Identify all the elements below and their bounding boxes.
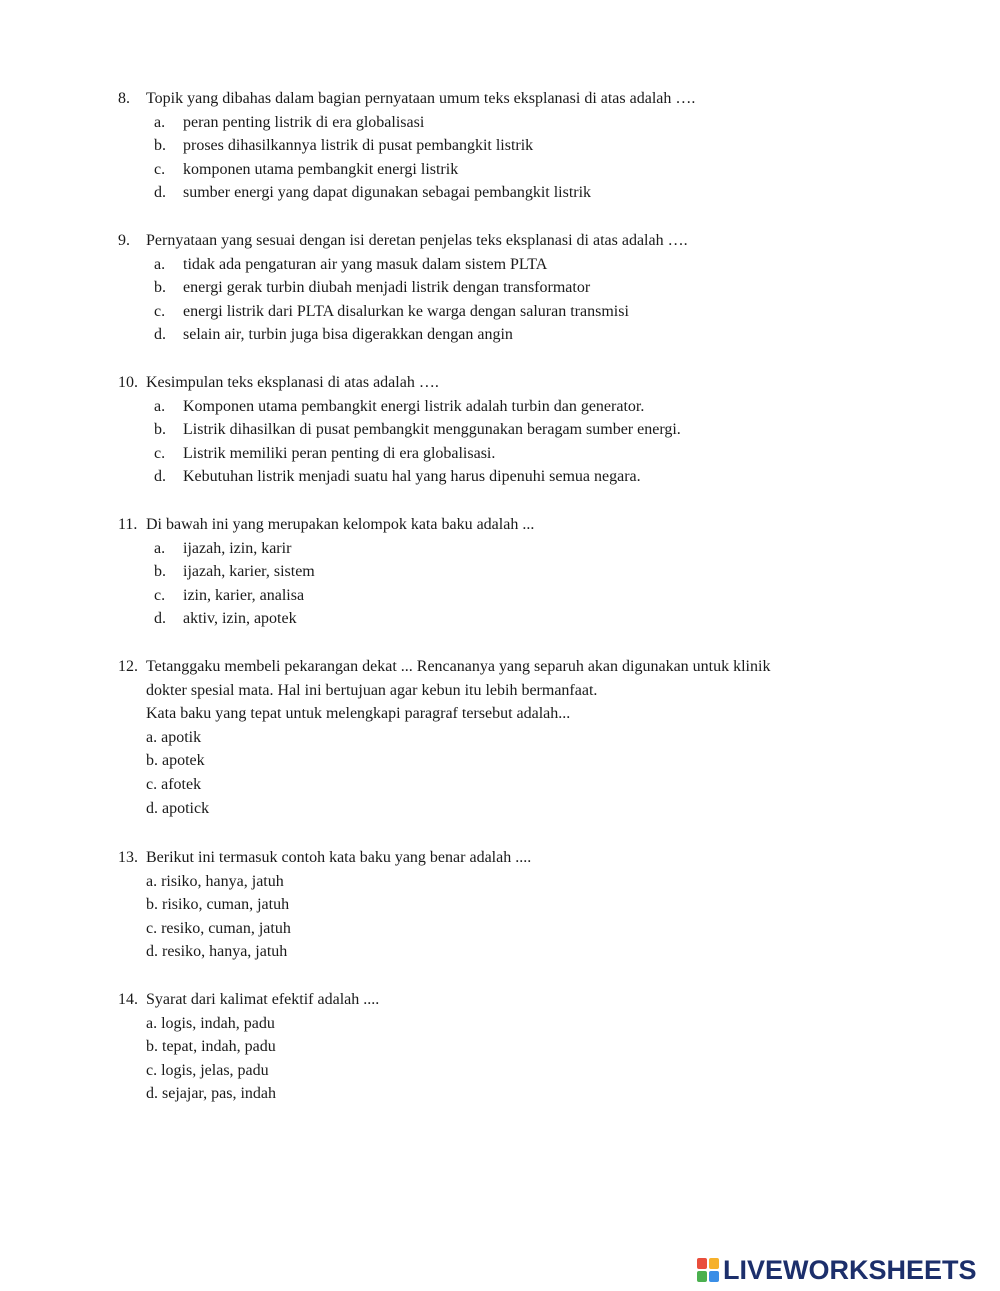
question-stem [118, 846, 878, 870]
option-letter: a. [154, 539, 166, 557]
question-number: 13. [118, 849, 138, 866]
option-letter: d. [154, 326, 166, 344]
question-text: Pernyataan yang sesuai dengan isi deretan penjelas teks eksplanasi di atas adalah …. [146, 232, 688, 249]
option-letter: d. [154, 184, 166, 202]
option-c[interactable] [118, 442, 878, 466]
option-d[interactable] [118, 607, 878, 631]
question-text: Di bawah ini yang merupakan kelompok kata baku adalah ... [146, 516, 535, 533]
option-text: Listrik dihasilkan di pusat pembangkit menggunakan beragam sumber energi. [183, 421, 681, 439]
question-13 [118, 846, 878, 964]
option-letter: d. [154, 468, 166, 486]
option-text: tidak ada pengaturan air yang masuk dalam sistem PLTA [183, 255, 548, 273]
option-text: peran penting listrik di era globalisasi [183, 113, 425, 131]
option-b[interactable]: b. apotek [146, 752, 205, 770]
question-number: 10. [118, 374, 138, 391]
question-8 [118, 87, 878, 205]
option-d[interactable] [118, 181, 878, 205]
option-text: selain air, turbin juga bisa digerakkan dengan angin [183, 326, 513, 344]
option-text: izin, karier, analisa [183, 586, 305, 604]
option-text: energi listrik dari PLTA disalurkan ke warga dengan saluran transmisi [183, 302, 629, 320]
option-d[interactable]: d. apotick [146, 799, 210, 817]
option-b[interactable] [118, 276, 878, 300]
question-stem [118, 87, 878, 111]
question-11 [118, 513, 878, 631]
option-letter: d. [154, 610, 166, 628]
question-10 [118, 371, 878, 489]
question-stem [118, 513, 878, 537]
option-b[interactable]: b. risiko, cuman, jatuh [146, 896, 290, 914]
option-a[interactable] [118, 537, 878, 561]
option-letter: c. [154, 586, 166, 604]
question-text: Syarat dari kalimat efektif adalah .... [146, 991, 380, 1008]
question-stem [118, 655, 878, 679]
option-letter: b. [154, 137, 166, 155]
question-stem [118, 229, 878, 253]
option-letter: c. [154, 444, 166, 462]
question-number: 8. [118, 90, 130, 107]
liveworksheets-logo[interactable] [697, 1255, 977, 1285]
option-text: ijazah, karier, sistem [183, 563, 315, 581]
option-a[interactable] [118, 395, 878, 419]
option-a[interactable] [118, 111, 878, 135]
option-text: energi gerak turbin diubah menjadi listrik dengan transformator [183, 279, 591, 297]
question-continuation: Kata baku yang tepat untuk melengkapi paragraf tersebut adalah... [146, 705, 571, 723]
option-c[interactable]: c. resiko, cuman, jatuh [146, 919, 291, 937]
question-continuation: dokter spesial mata. Hal ini bertujuan agar kebun itu lebih bermanfaat. [146, 681, 598, 699]
option-d[interactable] [118, 465, 878, 489]
option-a[interactable]: a. logis, indah, padu [146, 1014, 275, 1032]
option-letter: b. [154, 421, 166, 439]
option-d[interactable]: d. resiko, hanya, jatuh [146, 943, 288, 961]
option-text: Kebutuhan listrik menjadi suatu hal yang harus dipenuhi semua negara. [183, 468, 641, 486]
option-letter: a. [154, 255, 166, 273]
option-letter: b. [154, 279, 166, 297]
option-text: aktiv, izin, apotek [183, 610, 297, 628]
question-stem [118, 371, 878, 395]
option-text: Komponen utama pembangkit energi listrik adalah turbin dan generator. [183, 397, 645, 415]
option-letter: c. [154, 160, 166, 178]
question-9 [118, 229, 878, 347]
question-text: Topik yang dibahas dalam bagian pernyataan umum teks eksplanasi di atas adalah …. [146, 90, 696, 107]
option-letter: a. [154, 397, 166, 415]
question-number: 12. [118, 658, 138, 675]
option-d[interactable]: d. sejajar, pas, indah [146, 1085, 276, 1103]
option-text: ijazah, izin, karir [183, 539, 292, 557]
option-c[interactable]: c. logis, jelas, padu [146, 1061, 269, 1079]
question-text: Berikut ini termasuk contoh kata baku yang benar adalah .... [146, 849, 532, 866]
question-number: 14. [118, 991, 138, 1008]
brand-name: LIVEWORKSHEETS [723, 1255, 977, 1285]
question-stem [118, 988, 878, 1012]
live-blocks-icon [697, 1258, 719, 1282]
option-a[interactable]: a. apotik [146, 728, 202, 746]
option-c[interactable] [118, 584, 878, 608]
question-12 [118, 655, 878, 820]
option-c[interactable]: c. afotek [146, 775, 202, 793]
question-text: Kesimpulan teks eksplanasi di atas adalah …. [146, 374, 439, 391]
option-a[interactable]: a. risiko, hanya, jatuh [146, 872, 284, 890]
option-letter: c. [154, 302, 166, 320]
option-text: Listrik memiliki peran penting di era globalisasi. [183, 444, 496, 462]
logo-block [709, 1258, 719, 1269]
option-b[interactable] [118, 560, 878, 584]
option-b[interactable] [118, 134, 878, 158]
option-c[interactable] [118, 158, 878, 182]
logo-block [697, 1258, 707, 1269]
option-letter: b. [154, 563, 166, 581]
option-b[interactable] [118, 418, 878, 442]
option-a[interactable] [118, 253, 878, 277]
option-text: sumber energi yang dapat digunakan sebagai pembangkit listrik [183, 184, 592, 202]
question-number: 9. [118, 232, 130, 249]
question-number: 11. [118, 516, 138, 533]
option-d[interactable] [118, 323, 878, 347]
option-c[interactable] [118, 300, 878, 324]
option-b[interactable]: b. tepat, indah, padu [146, 1038, 276, 1056]
option-text: komponen utama pembangkit energi listrik [183, 160, 459, 178]
question-text: Tetanggaku membeli pekarangan dekat ... Rencananya yang separuh akan digunakan untuk klinik [146, 658, 771, 675]
option-letter: a. [154, 113, 166, 131]
question-14 [118, 988, 878, 1106]
logo-block [709, 1271, 719, 1282]
logo-block [697, 1271, 707, 1282]
option-text: proses dihasilkannya listrik di pusat pembangkit listrik [183, 137, 534, 155]
